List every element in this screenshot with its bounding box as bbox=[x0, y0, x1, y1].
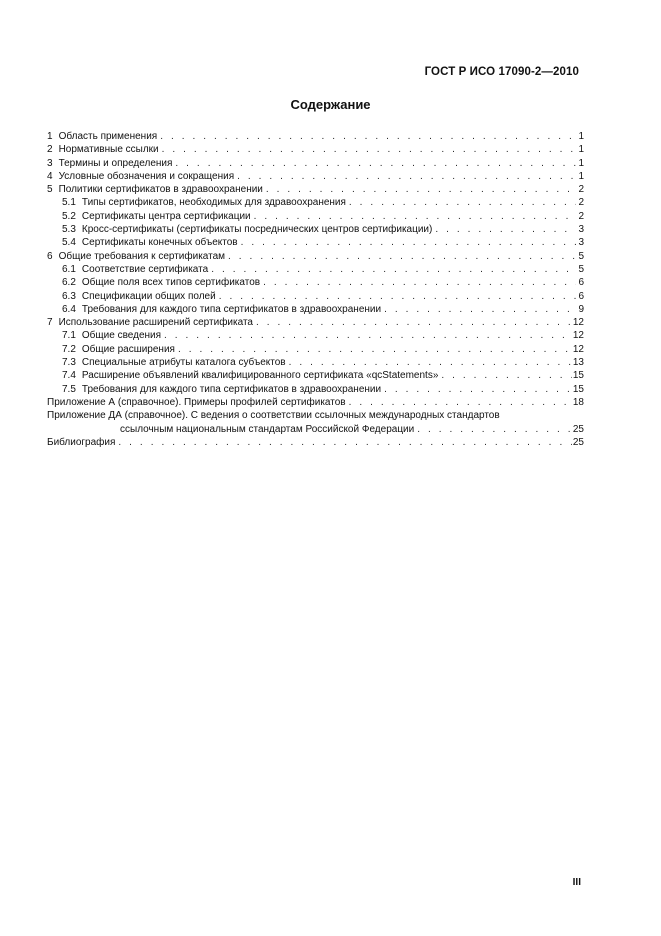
toc-leader-dots bbox=[289, 356, 572, 369]
toc-subentry[interactable] bbox=[47, 223, 584, 236]
toc-subentry[interactable] bbox=[47, 343, 584, 356]
toc-entry-page: 25 bbox=[572, 423, 584, 435]
toc-entry-label: Общие поля всех типов сертификатов bbox=[81, 277, 261, 289]
toc-leader-dots bbox=[263, 276, 576, 289]
toc-subentry[interactable] bbox=[47, 303, 584, 316]
toc-subentry[interactable] bbox=[47, 210, 584, 223]
toc-entry-label: Кросс-сертификаты (сертификаты посреднических центров сертификации) bbox=[81, 224, 433, 236]
toc-entry-number: 7.3 bbox=[62, 357, 76, 369]
toc-entry-label: Нормативные ссылки bbox=[58, 144, 159, 156]
toc-entry[interactable] bbox=[47, 170, 584, 183]
toc-entry-page: 1 bbox=[578, 157, 584, 169]
toc-subentry[interactable] bbox=[47, 356, 584, 369]
toc-subentry[interactable] bbox=[47, 196, 584, 209]
toc-entry-number: 7.4 bbox=[62, 370, 76, 382]
toc-entry-label: Расширение объявлений квалифицированного сертификата «qcStatements» bbox=[81, 370, 439, 382]
toc-leader-dots bbox=[118, 436, 571, 449]
toc-subentry[interactable] bbox=[47, 276, 584, 289]
toc-entry-page: 1 bbox=[578, 144, 584, 156]
toc-subentry[interactable] bbox=[47, 236, 584, 249]
toc-entry-label: Соответствие сертификата bbox=[81, 263, 209, 275]
toc-entry-number: 5.1 bbox=[62, 197, 76, 209]
toc-entry-label: Требования для каждого типа сертификатов в здравоохранении bbox=[81, 383, 382, 395]
toc-entry-page: 5 bbox=[578, 263, 584, 275]
toc-entry-label: Область применения bbox=[58, 131, 158, 142]
toc-subentry[interactable] bbox=[47, 383, 584, 396]
toc-leader-dots bbox=[175, 157, 576, 170]
toc-leader-dots bbox=[237, 170, 576, 183]
toc-leader-dots bbox=[266, 183, 576, 196]
toc-entry-label: Политики сертификатов в здравоохранении bbox=[58, 184, 263, 196]
toc-entry[interactable] bbox=[47, 130, 584, 143]
table-of-contents bbox=[47, 130, 584, 449]
toc-entry-label: Общие расширения bbox=[81, 343, 175, 355]
toc-entry-page: 2 bbox=[578, 210, 584, 222]
toc-entry-label: Общие сведения bbox=[81, 330, 162, 342]
toc-entry-page: 18 bbox=[572, 396, 584, 408]
toc-bibliography-entry[interactable] bbox=[47, 436, 584, 449]
toc-entry-number: 6.2 bbox=[62, 277, 76, 289]
toc-entry[interactable] bbox=[47, 143, 584, 156]
toc-entry-number: 5 bbox=[47, 184, 53, 196]
toc-leader-dots bbox=[211, 263, 576, 276]
toc-entry-page: 3 bbox=[578, 237, 584, 249]
toc-appendix-entry[interactable] bbox=[47, 409, 584, 422]
toc-leader-dots bbox=[241, 236, 576, 249]
toc-entry-label: Специальные атрибуты каталога субъектов bbox=[81, 357, 286, 369]
toc-entry-number: 6 bbox=[47, 250, 53, 262]
toc-leader-dots bbox=[417, 423, 572, 436]
toc-subentry[interactable] bbox=[47, 263, 584, 276]
toc-entry-page: 6 bbox=[578, 290, 584, 302]
toc-subentry[interactable] bbox=[47, 369, 584, 382]
toc-entry-number: 5.4 bbox=[62, 237, 76, 249]
toc-entry-page: 1 bbox=[578, 170, 584, 182]
toc-entry-number: 7.5 bbox=[62, 383, 76, 395]
toc-entry-number: 6.1 bbox=[62, 263, 76, 275]
toc-entry-label: Требования для каждого типа сертификатов в здравоохранении bbox=[81, 303, 382, 315]
toc-entry-page: 3 bbox=[578, 224, 584, 236]
toc-entry-page: 5 bbox=[578, 250, 584, 262]
toc-entry-label: Условные обозначения и сокращения bbox=[58, 170, 235, 182]
toc-entry-label: Приложение А (справочное). Примеры профилей сертификатов bbox=[47, 396, 346, 408]
toc-entry-label: Использование расширений сертификата bbox=[58, 317, 253, 329]
toc-entry[interactable] bbox=[47, 250, 584, 263]
toc-entry-number: 2 bbox=[47, 144, 53, 156]
toc-leader-dots bbox=[162, 143, 576, 156]
toc-entry-label: Спецификации общих полей bbox=[81, 290, 216, 302]
toc-entry-number: 5.2 bbox=[62, 210, 76, 222]
toc-entry-label: Библиография bbox=[47, 436, 116, 448]
toc-entry-number: 6.4 bbox=[62, 303, 76, 315]
document-standard-number: ГОСТ Р ИСО 17090-2—2010 bbox=[424, 66, 579, 78]
toc-entry-number: 7.2 bbox=[62, 343, 76, 355]
toc-leader-dots bbox=[349, 196, 576, 209]
toc-leader-dots bbox=[349, 396, 572, 409]
toc-entry-page: 2 bbox=[578, 197, 584, 209]
toc-leader-dots bbox=[435, 223, 576, 236]
toc-entry-page: 2 bbox=[578, 184, 584, 196]
toc-entry-label: Типы сертификатов, необходимых для здравоохранения bbox=[81, 197, 346, 209]
toc-entry-number: 3 bbox=[47, 157, 53, 169]
toc-entry-label: ссылочным национальным стандартам Российской Федерации bbox=[120, 423, 415, 435]
toc-leader-dots bbox=[256, 316, 572, 329]
toc-entry-page: 25 bbox=[572, 436, 584, 448]
toc-entry-page: 12 bbox=[572, 330, 584, 342]
toc-leader-dots bbox=[160, 130, 576, 143]
toc-entry-number: 5.3 bbox=[62, 224, 76, 236]
toc-entry[interactable] bbox=[47, 183, 584, 196]
page-title: Содержание bbox=[290, 97, 371, 112]
toc-appendix-entry[interactable] bbox=[47, 396, 584, 409]
toc-entry-number: 7 bbox=[47, 317, 53, 329]
toc-entry-page: 15 bbox=[572, 370, 584, 382]
toc-entry-page: 15 bbox=[572, 383, 584, 395]
toc-subentry[interactable] bbox=[47, 329, 584, 342]
toc-leader-dots bbox=[164, 329, 572, 342]
toc-leader-dots bbox=[178, 343, 572, 356]
toc-leader-dots bbox=[254, 210, 576, 223]
toc-entry-number: 6.3 bbox=[62, 290, 76, 302]
toc-leader-dots bbox=[384, 383, 572, 396]
toc-entry-page: 9 bbox=[578, 303, 584, 315]
toc-entry[interactable] bbox=[47, 316, 584, 329]
toc-entry-label: Сертификаты центра сертификации bbox=[81, 210, 251, 222]
toc-leader-dots bbox=[384, 303, 576, 316]
toc-entry-page: 1 bbox=[578, 131, 584, 142]
toc-entry-label: Термины и определения bbox=[58, 157, 173, 169]
toc-entry-number: 7.1 bbox=[62, 330, 76, 342]
toc-entry[interactable] bbox=[47, 157, 584, 170]
toc-entry-number: 1 bbox=[47, 131, 53, 142]
page-number: III bbox=[572, 877, 581, 888]
toc-leader-dots bbox=[228, 250, 576, 263]
toc-entry-page: 12 bbox=[572, 317, 584, 329]
toc-entry-number: 4 bbox=[47, 170, 53, 182]
toc-entry-label: Приложение ДА (справочное). С ведения о соответствии ссылочных международных стандартов bbox=[47, 410, 500, 422]
toc-subentry[interactable] bbox=[47, 290, 584, 303]
toc-entry-page: 13 bbox=[572, 357, 584, 369]
toc-leader-dots bbox=[441, 369, 571, 382]
toc-leader-dots bbox=[219, 290, 576, 303]
toc-entry-page: 6 bbox=[578, 277, 584, 289]
toc-entry-label: Сертификаты конечных объектов bbox=[81, 237, 238, 249]
toc-appendix-entry-continuation[interactable] bbox=[47, 423, 584, 436]
toc-entry-label: Общие требования к сертификатам bbox=[58, 250, 226, 262]
toc-entry-page: 12 bbox=[572, 343, 584, 355]
